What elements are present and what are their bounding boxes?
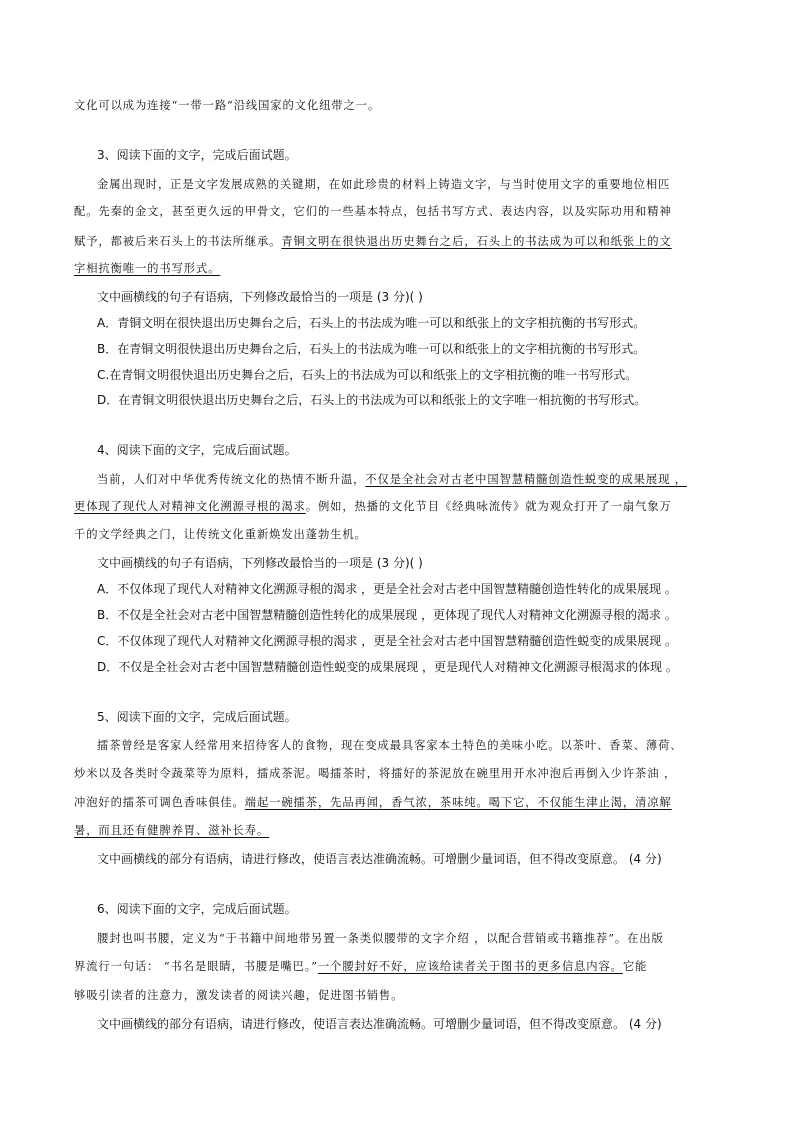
q3-passage-plain: 赋予，都被后来石头上的书法所继承。 [74,235,282,248]
q6-heading: 6、阅读下面的文字，完成后面试题。 [97,902,297,916]
q3-heading: 3、阅读下面的文字，完成后面试题。 [97,148,297,162]
q4-option-c: C．不仅体现了现代人对精神文化溯源寻根的渴求 ，更是全社会对古老中国智慧精髓创造性蜕变的成果展现 。 [97,634,678,648]
q3-underlined-sentence: 青铜文明在很快退出历史舞台之后，石头上的书法成为可以和纸张上的文 [281,235,672,248]
q4-underlined-sentence-end: 更体现了现代人对精神文化溯源寻根的渴求 [74,500,306,513]
q4-passage-line-3: 千的文学经典之门，让传统文化重新焕发出蓬勃生机。 [74,528,367,541]
q3-passage-line-1: 金属出现时，正是文字发展成熟的关键期，在如此珍贵的材料上铸造文字，与当时使用文字的重要地位相匹 [97,178,671,191]
q4-question: 文中画横线的句子有语病，下列修改最恰当的一项是 (3 分)( ) [97,556,423,570]
q4-heading: 4、阅读下面的文字，完成后面试题。 [97,443,297,457]
q3-option-c: C.在青铜文明很快退出历史舞台之后，石头上的书法成为可以和纸张上的文字相抗衡的唯一书写形式。 [97,368,638,382]
q4-passage-plain-2: 。例如，热播的文化节目《经典咏流传》就为观众打开了一扇气象万 [305,500,672,513]
q3-underlined-sentence-end: 字相抗衡唯一的书写形式。 [74,262,221,275]
q3-passage-line-3 [74,233,672,249]
q3-question: 文中画横线的句子有语病，下列修改最恰当的一项是 (3 分)( ) [97,290,423,304]
q4-passage-plain: 当前，人们对中华优秀传统文化的热情不断升温， [97,473,366,486]
q3-option-d: D．在青铜文明很快退出历史舞台之后，石头上的书法成为可以和纸张上的文字唯一相抗衡的书写形式。 [97,393,647,407]
q4-underlined-sentence: 不仅是全社会对古老中国智慧精髓创造性蜕变的成果展现 ， [365,473,687,486]
q6-passage-line-1: 腰封也叫书腰，定义为“于书籍中间地带另置一条类似腰带的文字介绍 ，以配合营销或书籍推荐”。在出版 [97,932,664,945]
q5-passage-line-4 [74,822,269,838]
q6-passage-plain: 界流行一句话： “书名是眼睛，书腰是嘴巴。” [74,960,318,973]
q4-option-a: A．不仅体现了现代人对精神文化溯源寻根的渴求 ，更是全社会对古老中国智慧精髓创造性转化的成果展现 。 [97,582,677,596]
q6-passage-line-3: 够吸引读者的注意力，激发读者的阅读兴趣，促进图书销售。 [74,989,404,1002]
intro-line: 文化可以成为连接“一带一路”沿线国家的文化纽带之一。 [74,99,381,112]
q5-passage-plain: 冲泡好的擂茶可调色香味俱佳。 [74,796,245,809]
q5-underlined-part: 端起一碗擂茶，先品再闻，香气浓，茶味纯。喝下它，不仅能生津止渴，清凉解 [244,796,672,809]
q4-passage-line-2 [74,498,672,514]
q4-option-d: D．不仅是全社会对古老中国智慧精髓创造性蜕变的成果展现 ，更是现代人对精神文化溯源寻根渴求的体现 。 [97,660,678,674]
q3-passage-line-4 [74,260,220,276]
q5-passage-line-1: 擂茶曾经是客家人经常用来招待客人的食物，现在变成最具客家本土特色的美味小吃。以茶叶、香菜、薄荷、 [97,739,683,752]
q5-passage-line-2: 炒米以及各类时令蔬菜等为原料，擂成茶泥。喝擂茶时，将擂好的茶泥放在碗里用开水冲泡后再倒入少许茶油 ， [74,767,677,780]
q6-underlined-part: 一个腰封好不好，应该给读者关于图书的更多信息内容。 [317,960,623,973]
q6-passage-plain-2: 它能 [622,960,648,973]
q4-passage-line-1 [97,471,687,487]
q3-passage-line-2: 配。先秦的金文，甚至更久远的甲骨文，它们的一些基本特点，包括书写方式、表达内容，以及实际功用和精神 [74,205,672,218]
q3-option-a: A．青铜文明在很快退出历史舞台之后，石头上的书法成为唯一可以和纸张上的文字相抗衡的书写形式。 [97,316,646,330]
q5-heading: 5、阅读下面的文字，完成后面试题。 [97,710,297,724]
q4-option-b: B．不仅是全社会对古老中国智慧精髓创造性转化的成果展现 ，更体现了现代人对精神文化溯源寻根的渴求 。 [97,608,677,622]
q6-question: 文中画横线的部分有语病，请进行修改，使语言表达准确流畅。可增删少量词语，但不得改变原意。 (4 分) [97,1017,662,1031]
q5-passage-line-3 [74,794,672,810]
q5-underlined-part-end: 暑，而且还有健脾养胃、滋补长寿。 [74,824,270,837]
q3-option-b: B．在青铜文明很快退出历史舞台之后，石头上的书法成为唯一可以和纸张上的文字相抗衡的书写形式。 [97,342,646,356]
q5-question: 文中画横线的部分有语病，请进行修改，使语言表达准确流畅。可增删少量词语，但不得改变原意。 (4 分) [97,852,662,866]
q6-passage-line-2 [74,958,647,974]
